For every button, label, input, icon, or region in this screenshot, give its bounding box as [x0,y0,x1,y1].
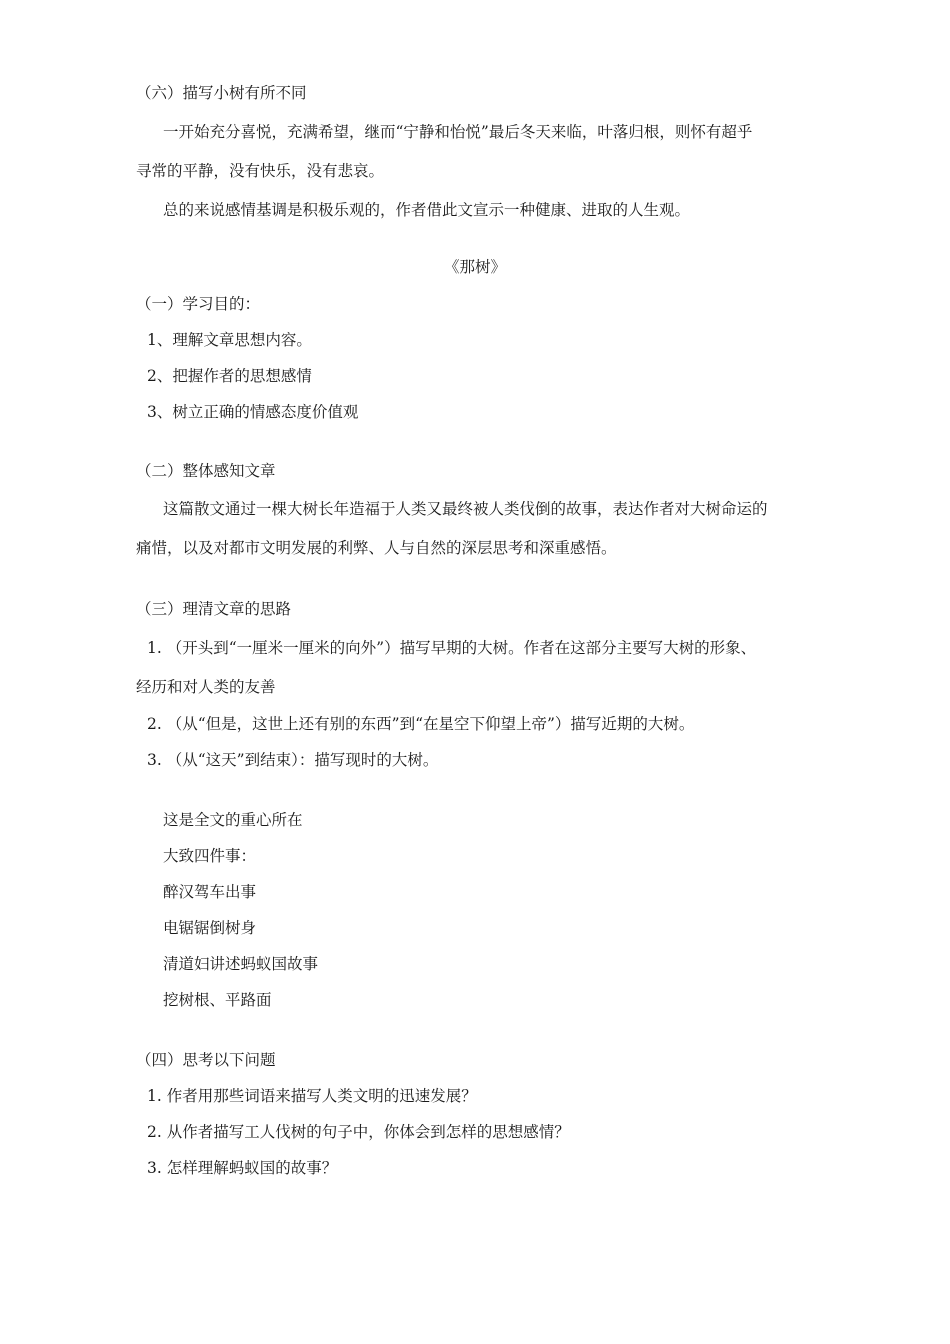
goal-item: 2、把握作者的思想感情 [147,367,312,385]
article-title: 《那树》 [443,258,506,276]
structure-note: 大致四件事： [163,847,257,865]
section-six-paragraph-line: 寻常的平静，没有快乐，没有悲哀。 [136,162,385,180]
questions-heading: （四）思考以下问题 [136,1051,276,1069]
structure-heading: （三）理清文章的思路 [136,600,292,618]
question-item: 1. 作者用那些词语来描写人类文明的迅速发展？ [147,1087,477,1105]
section-six-heading: （六）描写小树有所不同 [136,84,307,102]
goal-item: 1、理解文章思想内容。 [147,331,312,349]
goal-item: 3、树立正确的情感态度价值观 [147,403,359,421]
structure-note: 醉汉驾车出事 [163,883,257,901]
overview-paragraph-line: 痛惜，以及对都市文明发展的利弊、人与自然的深层思考和深重感悟。 [136,539,617,557]
structure-item: 1. （开头到“一厘米一厘米的向外”）描写早期的大树。作者在这部分主要写大树的形象、 [147,639,757,657]
structure-item-continuation: 经历和对人类的友善 [136,678,276,696]
section-six-paragraph-line: 一开始充分喜悦，充满希望，继而“宁静和怡悦”最后冬天来临，叶落归根，则怀有超乎 [163,123,753,141]
structure-item: 2. （从“但是，这世上还有别的东西”到“在星空下仰望上帝”）描写近期的大树。 [147,715,695,733]
overview-heading: （二）整体感知文章 [136,462,276,480]
overview-paragraph-line: 这篇散文通过一棵大树长年造福于人类又最终被人类伐倒的故事，表达作者对大树命运的 [163,500,768,518]
question-item: 2. 从作者描写工人伐树的句子中，你体会到怎样的思想感情？ [147,1123,570,1141]
structure-note: 这是全文的重心所在 [163,811,303,829]
question-item: 3. 怎样理解蚂蚁国的故事？ [147,1159,338,1177]
structure-note: 清道妇讲述蚂蚁国故事 [163,955,319,973]
section-six-summary: 总的来说感情基调是积极乐观的，作者借此文宣示一种健康、进取的人生观。 [163,201,691,219]
structure-note: 挖树根、平路面 [163,991,272,1009]
structure-note: 电锯锯倒树身 [163,919,257,937]
goals-heading: （一）学习目的： [136,295,261,313]
structure-item: 3. （从“这天”到结束）：描写现时的大树。 [147,751,439,769]
